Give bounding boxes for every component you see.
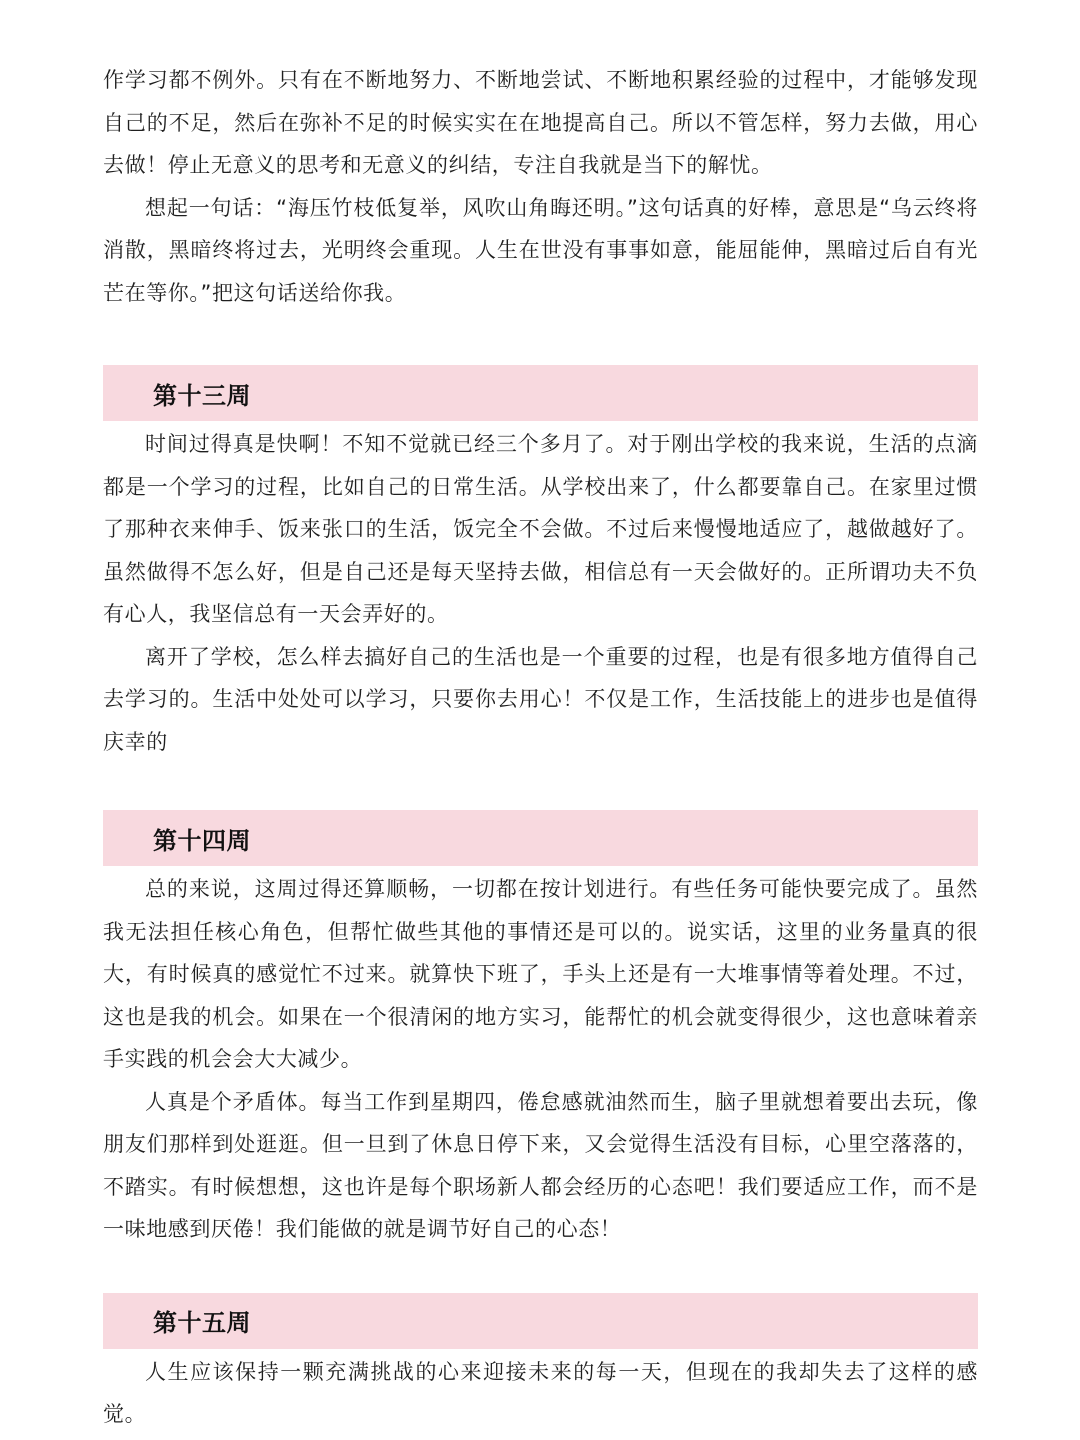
week-13-paragraph-1: 时间过得真是快啊！不知不觉就已经三个多月了。对于刚出学校的我来说，生活的点滴都是一个学习的过程，比如自己的日常生活。从学校出来了，什么都要靠自己。在家里过惯了那种衣来伸手、饭来张口的生活，饭完全不会做。不过后来慢慢地适应了，越做越好了。虽然做得不怎么好，但是自己还是每天坚持去做，相信总有一天会做好的。正所谓功夫不负有心人，我坚信总有一天会弄好的。	[103, 432, 978, 626]
week-14-paragraph-2: 人真是个矛盾体。每当工作到星期四，倦怠感就油然而生，脑子里就想着要出去玩，像朋友们那样到处逛逛。但一旦到了休息日停下来，又会觉得生活没有目标，心里空落落的，不踏实。有时候想想，这也许是每个职场新人都会经历的心态吧！我们要适应工作，而不是一味地感到厌倦！我们能做的就是调节好自己的心态！	[103, 1089, 978, 1241]
section-heading-week-15: 第十五周	[103, 1293, 978, 1349]
intro-paragraph-1: 作学习都不例外。只有在不断地努力、不断地尝试、不断地积累经验的过程中，才能够发现自己的不足，然后在弥补不足的时候实实在在地提高自己。所以不管怎样，努力去做，用心去做！停止无意义的思考和无意义的纠结，专注自我就是当下的解忧。	[103, 68, 978, 177]
intro-paragraph-2: 想起一句话：“海压竹枝低复举，风吹山角晦还明。”这句话真的好棒，意思是“乌云终将消散，黑暗终将过去，光明终会重现。人生在世没有事事如意，能屈能伸，黑暗过后自有光芒在等你。”把这句话送给你我。	[103, 195, 978, 305]
week-13-paragraph-2: 离开了学校，怎么样去搞好自己的生活也是一个重要的过程，也是有很多地方值得自己去学习的。生活中处处可以学习，只要你去用心！不仅是工作，生活技能上的进步也是值得庆幸的	[103, 644, 978, 754]
document-page	[103, 0, 978, 1436]
section-heading-week-13: 第十三周	[103, 365, 978, 421]
week-15-paragraph-1: 人生应该保持一颗充满挑战的心来迎接未来的每一天，但现在的我却失去了这样的感觉。	[103, 1359, 978, 1426]
section-heading-week-14: 第十四周	[103, 810, 978, 866]
week-14-paragraph-1: 总的来说，这周过得还算顺畅，一切都在按计划进行。有些任务可能快要完成了。虽然我无法担任核心角色，但帮忙做些其他的事情还是可以的。说实话，这里的业务量真的很大，有时候真的感觉忙不过来。就算快下班了，手头上还是有一大堆事情等着处理。不过，这也是我的机会。如果在一个很清闲的地方实习，能帮忙的机会就变得很少，这也意味着亲手实践的机会会大大减少。	[103, 877, 978, 1071]
